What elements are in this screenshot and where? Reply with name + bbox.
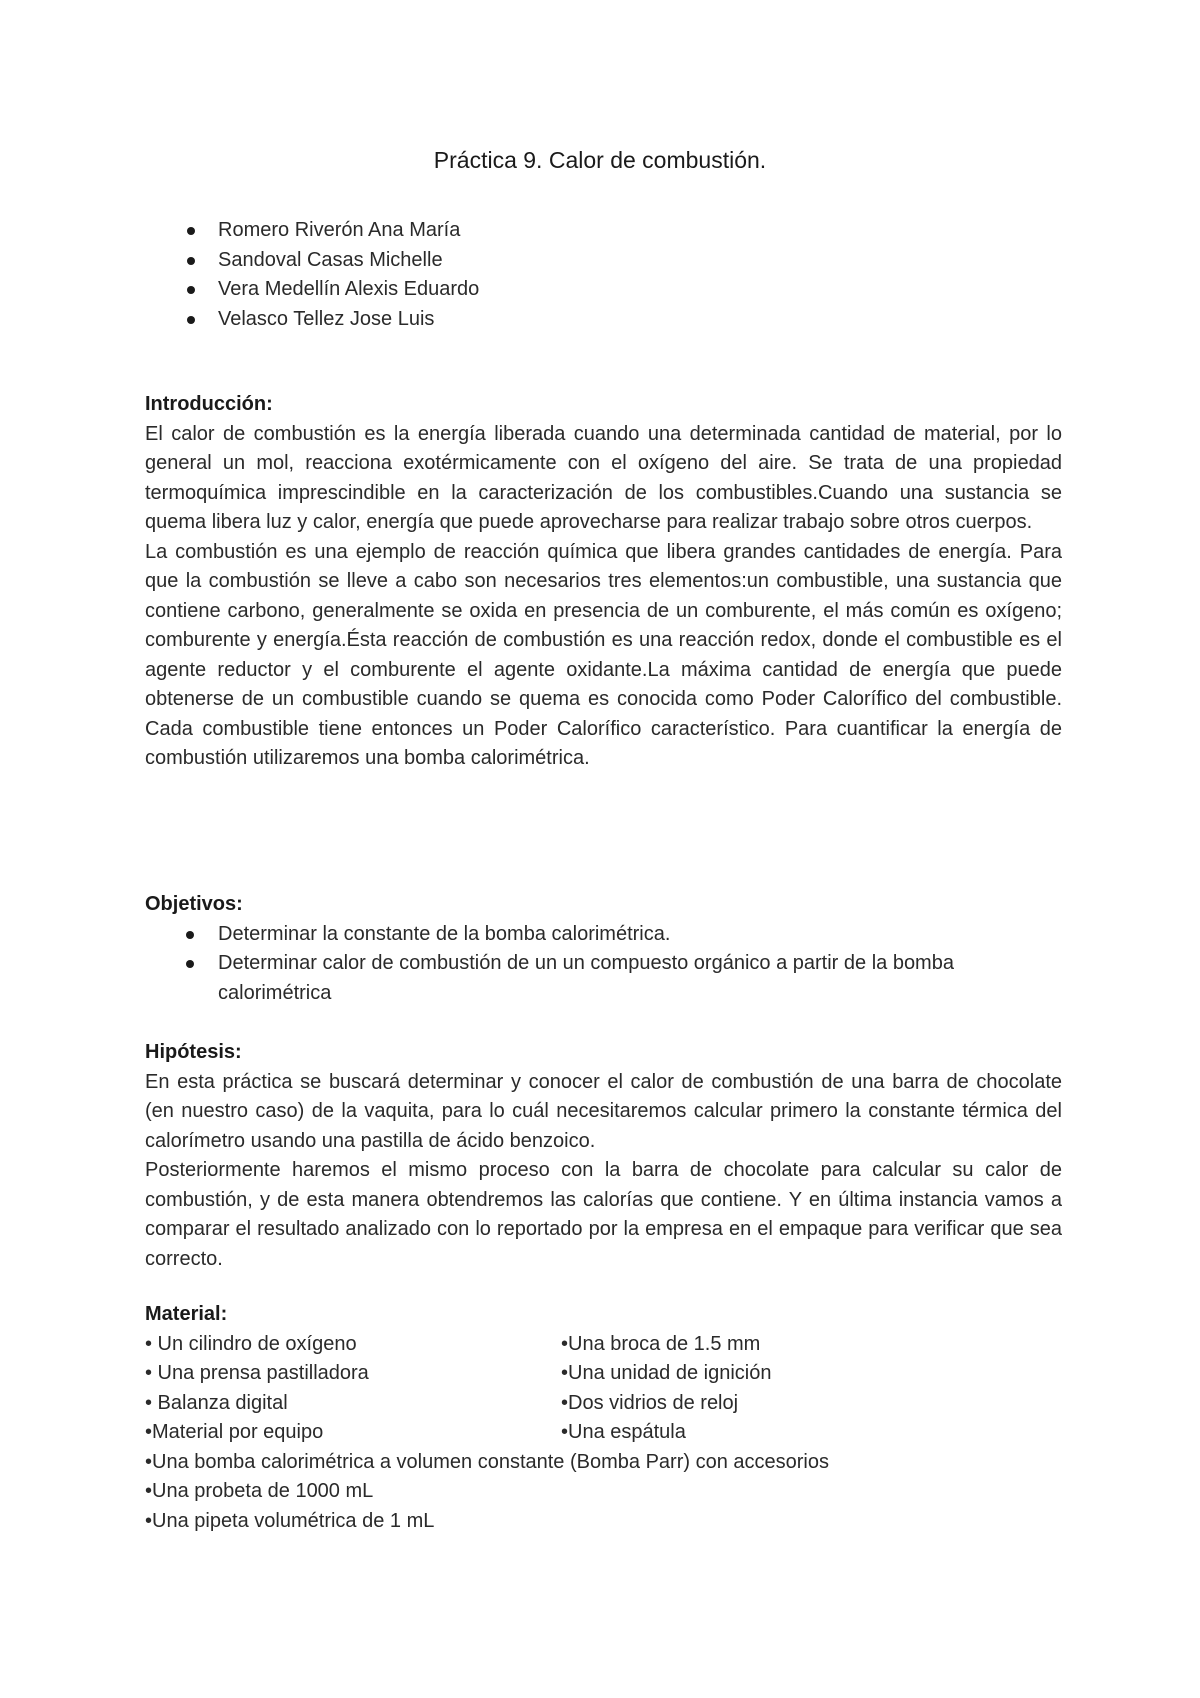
bullet-icon <box>187 316 195 324</box>
author-name: Sandoval Casas Michelle <box>218 248 443 271</box>
author-name: Vera Medellín Alexis Eduardo <box>218 278 480 300</box>
introduction-paragraph: La combustión es una ejemplo de reacción química que libera grandes cantidades de energía. Para que la combustión se lleve a cabo son necesarios tres elementos:un combustible, una sustancia que contiene carbono, generalmente se oxida en presencia de un comburente, el más común es oxígeno; comburente y energía.Ésta reacción de combustión es una reacción redox, donde el combustible es el agente reductor y el comburente el agente oxidante.La máxima cantidad de energía que puede obtenerse de un combustible cuando se quema es conocida como Poder Calorífico del combustible. Cada combustible tiene entonces un Poder Calorífico característico. Para cuantificar la energía de combustión utilizaremos una bomba calorimétrica. <box>145 540 1062 769</box>
author-item <box>187 246 479 276</box>
objective-text: Determinar calor de combustión de un un compuesto orgánico a partir de la bomba calorimétrica <box>218 952 954 1004</box>
material-item: •Material por equipo <box>145 1421 324 1443</box>
bullet-icon <box>187 286 195 294</box>
material-item: •Una bomba calorimétrica a volumen constante (Bomba Parr) con accesorios <box>145 1450 829 1473</box>
bullet-icon <box>187 227 195 235</box>
author-list <box>187 216 479 334</box>
author-item <box>187 305 479 335</box>
material-heading: Material: <box>145 1303 228 1325</box>
hypothesis-section <box>145 1038 1062 1274</box>
bullet-icon <box>187 257 195 265</box>
objective-item <box>145 920 1062 950</box>
author-name: Romero Riverón Ana María <box>218 219 461 241</box>
document-title: Práctica 9. Calor de combustión. <box>433 147 767 173</box>
material-item: •Una probeta de 1000 mL <box>145 1480 374 1502</box>
objectives-list <box>145 920 1062 1009</box>
introduction-heading: Introducción: <box>145 393 273 415</box>
author-name: Velasco Tellez Jose Luis <box>218 307 435 330</box>
material-row <box>145 1389 1062 1419</box>
material-item: •Una broca de 1.5 mm <box>561 1332 761 1355</box>
material-item: •Una espátula <box>561 1421 686 1443</box>
material-item: • Una prensa pastilladora <box>145 1362 369 1384</box>
material-row <box>145 1418 1062 1448</box>
material-row <box>145 1359 1062 1389</box>
author-item <box>187 275 479 305</box>
material-row <box>145 1448 1062 1478</box>
objectives-section <box>145 890 1062 1008</box>
hypothesis-paragraph: Posteriormente haremos el mismo proceso con la barra de chocolate para calcular su calor de combustión, y de esta manera obtendremos las calorías que contiene. Y en última instancia vamos a comparar el resultado analizado con lo reportado por la empresa en el empaque para verificar que sea correcto. <box>145 1159 1062 1270</box>
objective-item <box>145 949 1062 1008</box>
material-item: • Un cilindro de oxígeno <box>145 1332 357 1355</box>
material-row <box>145 1477 1062 1507</box>
objective-text: Determinar la constante de la bomba calorimétrica. <box>218 922 671 945</box>
author-item <box>187 216 479 246</box>
material-row <box>145 1330 1062 1360</box>
introduction-section <box>145 390 1062 774</box>
hypothesis-paragraph: En esta práctica se buscará determinar y conocer el calor de combustión de una barra de chocolate (en nuestro caso) de la vaquita, para lo cuál necesitaremos calcular primero la constante térmica del calorímetro usando una pastilla de ácido benzoico. <box>145 1070 1062 1152</box>
material-row <box>145 1507 1062 1537</box>
hypothesis-heading: Hipótesis: <box>145 1041 242 1063</box>
bullet-icon <box>186 960 194 968</box>
material-list <box>145 1330 1062 1537</box>
objectives-heading: Objetivos: <box>145 893 243 915</box>
material-item: •Una pipeta volumétrica de 1 mL <box>145 1509 435 1532</box>
material-item: •Dos vidrios de reloj <box>561 1391 739 1414</box>
material-item: • Balanza digital <box>145 1391 288 1414</box>
material-section <box>145 1300 1062 1536</box>
material-item: •Una unidad de ignición <box>561 1362 772 1384</box>
introduction-paragraph: El calor de combustión es la energía liberada cuando una determinada cantidad de material, por lo general un mol, reacciona exotérmicamente con el oxígeno del aire. Se trata de una propiedad termoquímica imprescindible en la caracterización de los combustibles.Cuando una sustancia se quema libera luz y calor, energía que puede aprovecharse para realizar trabajo sobre otros cuerpos. <box>145 422 1062 533</box>
bullet-icon <box>186 931 194 939</box>
